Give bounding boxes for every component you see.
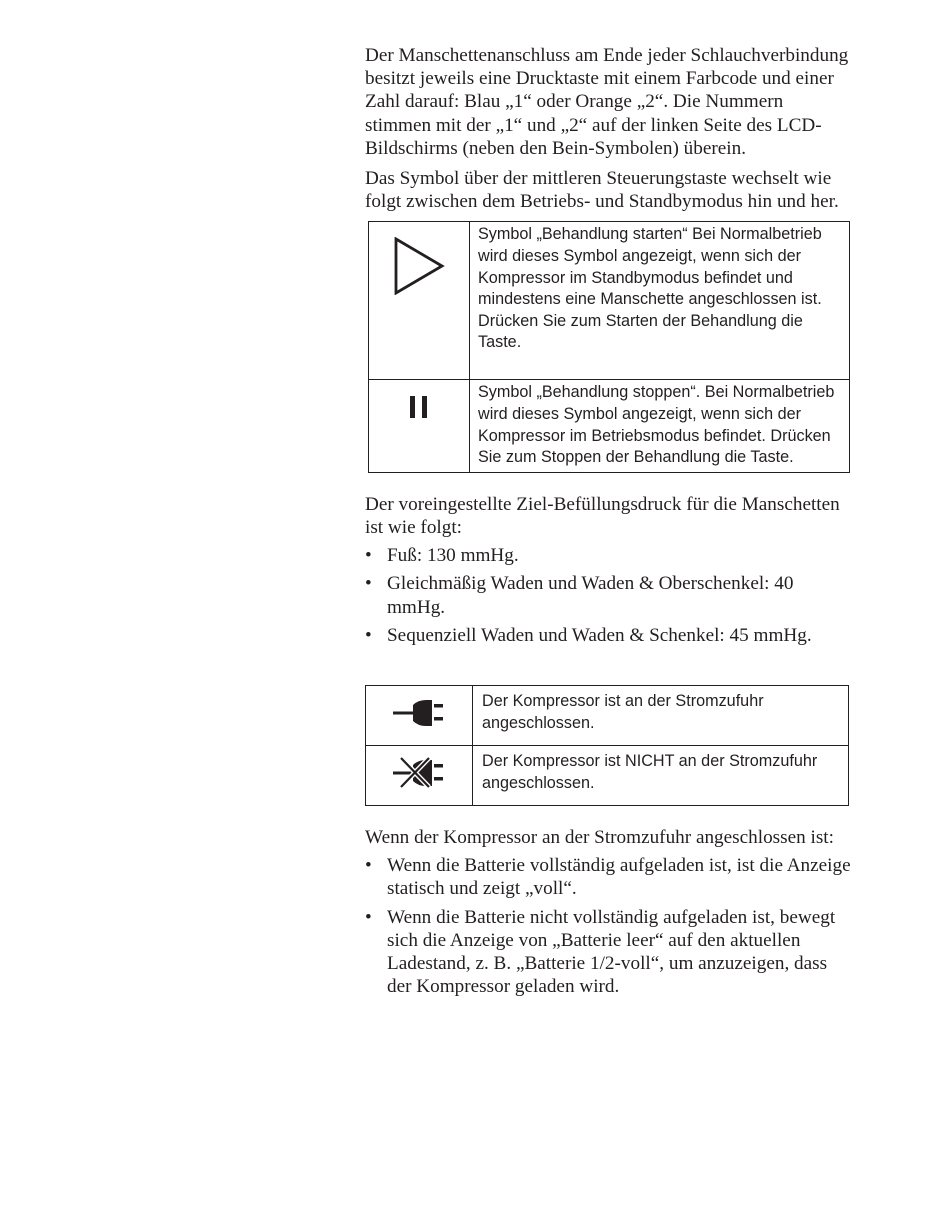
- list-item: • Fuß: 130 mmHg.: [365, 545, 519, 567]
- symbol-paragraph: Das Symbol über der mittleren Steuerungstaste wechselt wie folgt zwischen dem Betriebs- und Standbymodus hin und her.: [365, 168, 839, 213]
- table-row: [369, 380, 850, 472]
- table-row: [369, 222, 850, 380]
- pressure-intro: Der voreingestellte Ziel-Befüllungsdruck für die Manschetten ist wie folgt:: [365, 493, 840, 538]
- table-row: [366, 686, 849, 746]
- icon-cell: [366, 746, 473, 806]
- list-item: • Sequenziell Waden und Waden & Schenkel: 45 mmHg.: [365, 624, 812, 646]
- symbol-description: Symbol „Behandlung stoppen“. Bei Normalbetrieb wird dieses Symbol angezeigt, wenn sich der Kompressor im Betriebsmodus befindet. Drücken Sie zum Stoppen der Behandlung die Taste.: [470, 380, 850, 472]
- icon-cell: [369, 380, 470, 472]
- list-item: • Wenn die Batterie nicht vollständig aufgeladen ist, bewegt sich die Anzeige von „Batterie leer“ auf den aktuellen Ladestand, z. B. „Batterie 1/2-voll“, um anzuzeigen, dass der Kompressor geladen wird.: [365, 906, 836, 998]
- icon-cell: [366, 686, 473, 746]
- main-column: [365, 44, 851, 1003]
- charging-list: [365, 854, 851, 998]
- power-plug-connected-icon: [389, 696, 449, 734]
- icon-cell: [369, 222, 470, 380]
- symbol-table: [368, 221, 850, 472]
- intro-paragraph: Der Manschettenanschluss am Ende jeder Schlauchverbindung besitzt jeweils eine Drucktaste mit einem Farbcode und einer Zahl darauf: Blau „1“ oder Orange „2“. Die Nummern stimmen mit der „1“ und „2“ auf der linken Seite des LCD-Bildschirms (neben den Bein-Symbolen) überein.: [365, 45, 849, 159]
- power-description: Der Kompressor ist an der Stromzufuhr angeschlossen.: [473, 686, 849, 746]
- power-plug-disconnected-icon: [389, 755, 449, 795]
- pause-icon: [409, 395, 429, 425]
- pressure-list: [365, 544, 851, 647]
- list-item: • Gleichmäßig Waden und Waden & Oberschenkel: 40 mmHg.: [365, 573, 794, 618]
- play-triangle-icon: [393, 237, 445, 301]
- power-description: Der Kompressor ist NICHT an der Stromzufuhr angeschlossen.: [473, 746, 849, 806]
- list-item: • Wenn die Batterie vollständig aufgeladen ist, ist die Anzeige statisch und zeigt „voll“.: [365, 855, 851, 900]
- symbol-description: Symbol „Behandlung starten“ Bei Normalbetrieb wird dieses Symbol angezeigt, wenn sich der Kompressor im Standbymodus befindet und mindestens eine Manschette angeschlossen ist. Drücken Sie zum Starten der Behandlung die Taste.: [470, 222, 850, 380]
- charging-intro: Wenn der Kompressor an der Stromzufuhr angeschlossen ist:: [365, 827, 834, 849]
- table-row: [366, 746, 849, 806]
- power-table: [365, 685, 849, 806]
